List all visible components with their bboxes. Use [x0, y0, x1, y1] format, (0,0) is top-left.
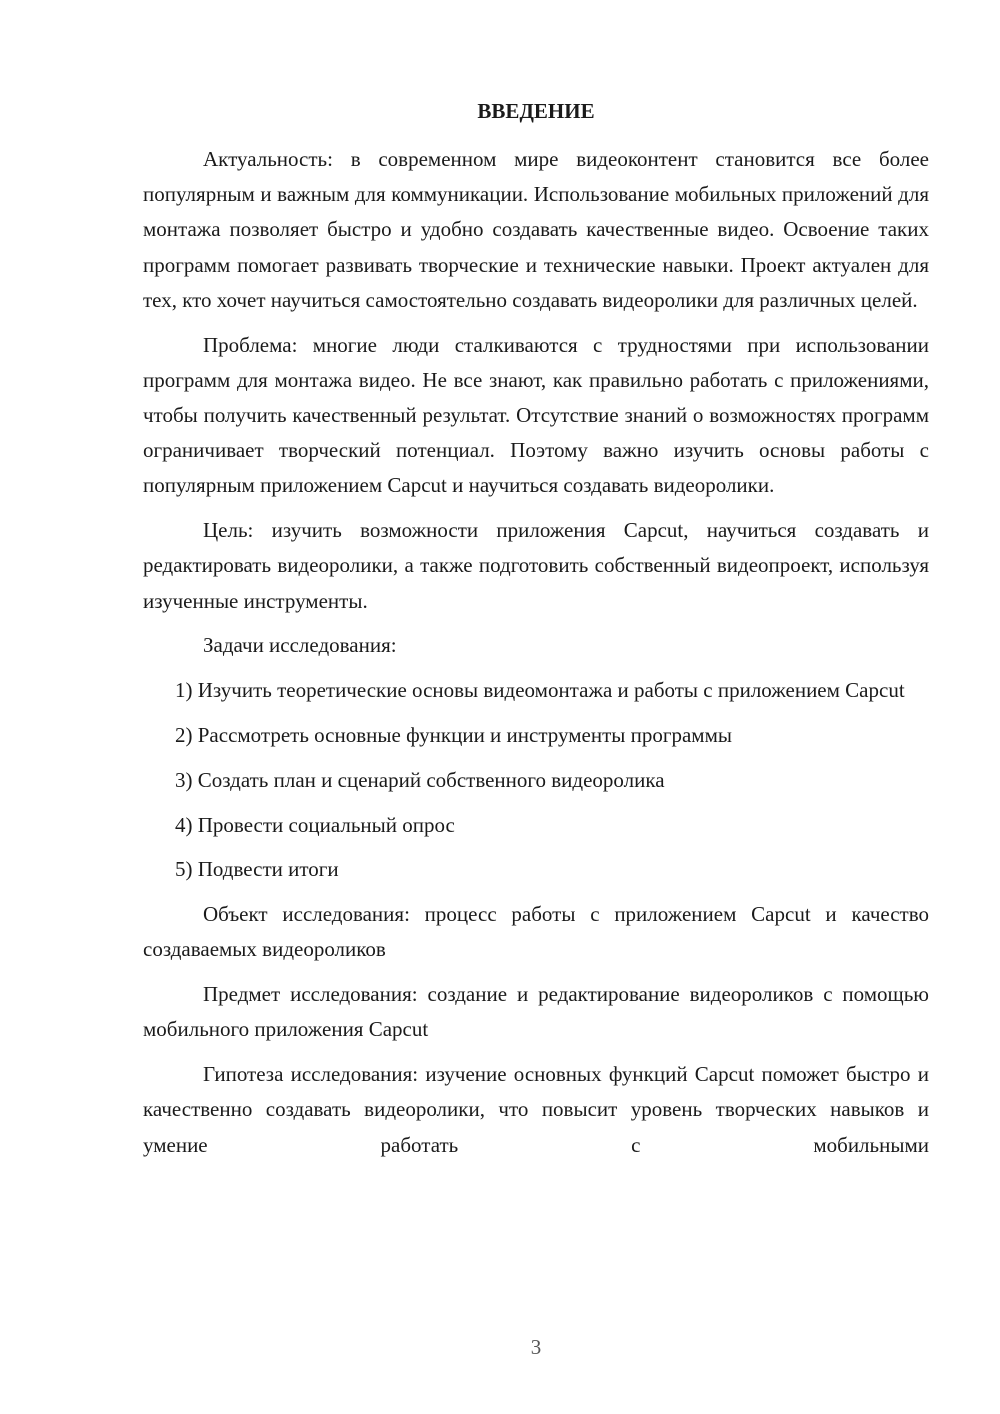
- task-item-1: 1) Изучить теоретические основы видеомонтажа и работы с приложением Capcut: [175, 678, 905, 703]
- task-item-4: 4) Провести социальный опрос: [175, 812, 455, 837]
- paragraph-problem: Проблема: многие люди сталкиваются с трудностями при использовании программ для монтажа видео. Не все знают, как правильно работать с приложениями, чтобы получить качественный результат. Отсутствие знаний о возможностях программ ограничивает творческий потенциал. Поэтому важно изучить основы работы с популярным приложением Capcut и научиться создавать видеоролики.: [143, 332, 929, 498]
- document-body: [143, 142, 929, 1163]
- paragraph-subject: Предмет исследования: создание и редактирование видеороликов с помощью мобильного приложения Capcut: [143, 982, 929, 1042]
- paragraph-hypothesis: Гипотеза исследования: изучение основных функций Capcut поможет быстро и качественно создавать видеоролики, что повысит уровень творческих навыков и умение работать с мобильными: [143, 1062, 929, 1157]
- task-item-5: 5) Подвести итоги: [175, 857, 339, 882]
- paragraph-object: Объект исследования: процесс работы с приложением Capcut и качество создаваемых видеороликов: [143, 902, 929, 962]
- task-item-3: 3) Создать план и сценарий собственного видеоролика: [175, 767, 665, 792]
- paragraph-relevance: Актуальность: в современном мире видеоконтент становится все более популярным и важным для коммуникации. Использование мобильных приложений для монтажа позволяет быстро и удобно создавать качественные видео. Освоение таких программ помогает развивать творческие и технические навыки. Проект актуален для тех, кто хочет научиться самостоятельно создавать видеоролики для различных целей.: [143, 147, 929, 312]
- section-title: ВВЕДЕНИЕ: [477, 99, 595, 123]
- paragraph-goal: Цель: изучить возможности приложения Capcut, научиться создавать и редактировать видеоролики, а также подготовить собственный видеопроект, используя изученные инструменты.: [143, 518, 929, 613]
- page-number: 3: [530, 1335, 542, 1359]
- task-item-2: 2) Рассмотреть основные функции и инструменты программы: [175, 723, 732, 748]
- tasks-heading: Задачи исследования:: [203, 633, 397, 658]
